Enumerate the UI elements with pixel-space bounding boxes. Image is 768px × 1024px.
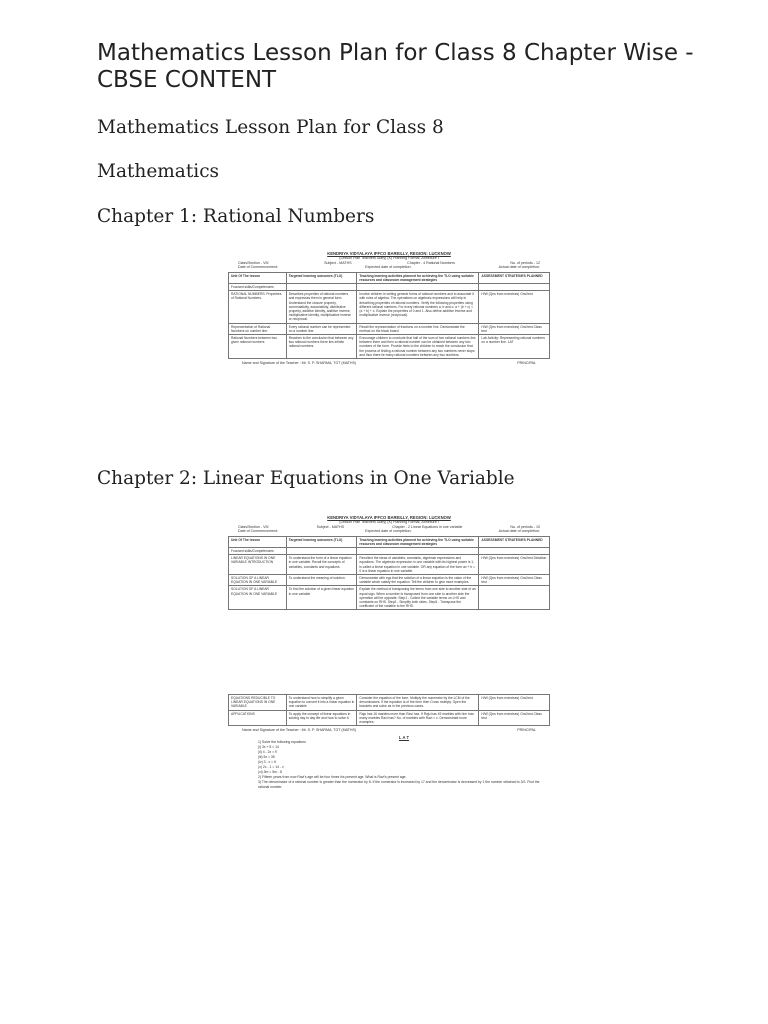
page-title: Mathematics Lesson Plan for Class 8 Chapter Wise - CBSE CONTENT: [97, 40, 694, 93]
doc-footer: [228, 726, 550, 734]
table-cell: H/W (Qns from exercises) Oral test: [479, 695, 550, 711]
doc-commencement: Date of Commencement:: [238, 529, 278, 534]
table-cell: To understand the meaning of solution.: [286, 575, 357, 586]
table-cell: Explain the method of transposing the terms from one side to another side of an equal sign. When a number is transposed from one side to another side the operation will be opposite. Step1 - Collect the variable terms on LHS and constants on RHS. Step2 - Simplify both sides. Step3 - Transpose the coefficient of the variable to the RHS.: [357, 586, 479, 610]
table-row: [229, 284, 550, 291]
table-cell: [286, 548, 357, 555]
lesson-plan-document-chapter-2: [228, 516, 550, 686]
table-row: [229, 555, 550, 575]
table-cell: To understand how to simplify a given equation to convert it into a linear equation in one variable: [286, 695, 357, 711]
lat-item: (i) 3x + 5 = 14: [258, 744, 279, 749]
table-cell: Describes properties of rational numbers and expresses them in general form. Understand the closure property, commutativity, associativity, distributive property, additive identity, additive inverse, multiplicative identity, multiplicative inverse or reciprocal.: [286, 291, 357, 323]
lat-item: (iii) 5x = 35: [258, 754, 275, 759]
lat-item: 2) Fifteen years from now Ravi's age will be four times his present age. What is Ravi's present age.: [258, 774, 407, 779]
heading-subject: Mathematics: [97, 161, 220, 182]
table-row: [229, 586, 550, 610]
table-cell: Focused skills/Competencies: [229, 284, 287, 291]
lat-item: (iv) 3 - x = 6: [258, 759, 276, 764]
table-cell: [479, 548, 550, 555]
doc-subtitle: (Lesson Plan Teachers Diary) (K) Planning Format, Annexure I: [339, 520, 439, 525]
table-cell: Recall the representation of fractions on a number line. Demonstrate the method on the black board.: [357, 323, 479, 334]
table-cell: Representation of Rational Numbers on number line.: [229, 323, 287, 334]
table-cell: Recollect the ideas of variables, constants, algebraic expressions and equations. The algebraic expression in one variable with its highest power is 1, is called a linear equation in one variable. OR any equation of the form ax + b = 0 is a linear equation in one variable.: [357, 555, 479, 575]
table-cell: H/W (Qns from exercises) Oral test Class test: [479, 323, 550, 334]
table-cell: SOLUTION OF A LINEAR EQUATION IN ONE VARIABLE: [229, 575, 287, 586]
table-cell: [286, 284, 357, 291]
table-cell: H/W (Qns from exercises) Oral test Dictation: [479, 555, 550, 575]
table-header-row: [229, 272, 550, 283]
table-cell: H/W (Qns from exercises) Oral test Class test: [479, 575, 550, 586]
table-cell: Consider the equation of the form. Multiply the numerator by the LCM of the denominators. If the equation is of the form then Cross multiply. Open the brackets and solve as in the previous cases.: [357, 695, 479, 711]
doc-table: [228, 536, 550, 611]
table-cell: Encourage children to conclude that half of the sum of two rational numbers lies between them and then a rational number can be obtained between any two numbers of the form. Provide hints to the children to reach the conclusion that the process of finding a rational number between any two numbers never stops and thus there lie many rational numbers between any two numbers.: [357, 335, 479, 359]
table-cell: Involve children in writing general forms of rational numbers and to associate it with rules of algebra. The operations on algebraic expressions will help in describing properties of rational numbers. Verify the following properties using different rational numbers. For every rational numbers a, b and c: a + (b + c) = (a + b) + c. Explain the properties of 0 and 1. Also define additive inverse and multiplicative inverse (reciprocal).: [357, 291, 479, 323]
lesson-plan-document-chapter-2-continued: [228, 694, 550, 880]
doc-teacher-signature: Name and Signature of the Teacher : Mr. S. P. SHARMA, TGT (MATHS): [242, 728, 357, 733]
lat-title: L A T: [398, 734, 410, 740]
table-header-row: [229, 536, 550, 547]
doc-table: [228, 272, 550, 359]
table-cell: Rational Numbers between two given rational numbers: [229, 335, 287, 359]
lesson-plan-document-chapter-1: [228, 252, 550, 448]
table-cell: SOLUTION OF A LINEAR EQUATION IN ONE VARIABLE: [229, 586, 287, 610]
table-cell: EQUATIONS REDUCIBLE TO LINEAR EQUATIONS IN ONE VARIABLE: [229, 695, 287, 711]
lat-item: (v) 2x - 1 = 14 - x: [258, 764, 284, 769]
table-cell: H/W (Qns from exercises) Oral test: [479, 291, 550, 323]
doc-periods: No. of periods - 10: [510, 524, 540, 529]
doc-dates-row: [228, 265, 550, 269]
doc-commencement: Date of Commencement:: [238, 265, 278, 270]
table-header: Unit Of The lesson: [229, 536, 287, 547]
doc-school-title: KENDRIYA VIDYALAYA IFFCO BAREILLY, REGION: LUCKNOW: [327, 516, 451, 520]
table-row: [229, 335, 550, 359]
table-header: Teaching learning activities planned for achieving the TLO using suitable resources and classroom management strategies: [357, 536, 479, 547]
doc-teacher-signature: Name and Signature of the Teacher : Mr. S. P. SHARMA, TGT (MATHS): [242, 361, 357, 366]
table-cell: Lab Activity: Representing rational numbers on a number line. LAT: [479, 335, 550, 359]
heading-chapter-2: Chapter 2: Linear Equations in One Variable: [97, 468, 515, 489]
doc-expected: Expected date of completion:: [365, 265, 412, 270]
doc-chapter: Chapter - 2 Linear Equations in one variable: [392, 524, 463, 529]
table-cell: Raju has 16 marbles more than Ravi has. If Raju has 49 marbles with him how many marbles Ravi has? No. of marbles with Ravi = x. Demonstrate more examples.: [357, 710, 479, 726]
lat-item: (vi) 3m = 5m - 8: [258, 769, 282, 774]
table-row: [229, 695, 550, 711]
table-row: [229, 291, 550, 323]
lat-section: [228, 735, 550, 790]
table-cell: Focused skills/Competencies: [229, 548, 287, 555]
table-cell: APPLICATIONS: [229, 710, 287, 726]
lat-item: (ii) 4 - 2x = 9: [258, 749, 277, 754]
table-header: Teaching learning activities planned for achieving the TLO using suitable resources and classroom management strategies: [357, 272, 479, 283]
doc-class: Class/Section - VIII: [238, 524, 269, 529]
doc-periods: No. of periods - 12: [510, 260, 540, 265]
table-cell: Demonstrate with egs that the solution of a linear equation is the value of the variable which satisfy the equation. Tell the children to give more examples.: [357, 575, 479, 586]
table-row: [229, 548, 550, 555]
doc-school-title: KENDRIYA VIDYALAYA IFFCO BAREILLY, REGION: LUCKNOW: [327, 252, 451, 256]
table-cell: LINEAR EQUATIONS IN ONE VARIABLE INTRODUCTION: [229, 555, 287, 575]
table-header: Unit Of The lesson: [229, 272, 287, 283]
table-cell: Reaches to the conclusion that between any two rational numbers there lies infinite rational numbers.: [286, 335, 357, 359]
heading-lesson-plan: Mathematics Lesson Plan for Class 8: [97, 117, 444, 138]
table-header: ASSESSMENT STRATEGIES PLANNED: [479, 272, 550, 283]
doc-actual: Actual date of completion:: [498, 529, 540, 534]
doc-chapter: Chapter - 4 Rational Numbers: [407, 260, 455, 265]
doc-dates-row: [228, 529, 550, 533]
table-row: [229, 575, 550, 586]
table-header: Targeted learning outcomes (TLO): [286, 536, 357, 547]
table-cell: RATIONAL NUMBERS: Properties of Rational Numbers.: [229, 291, 287, 323]
table-cell: Every rational number can be represented on a number line.: [286, 323, 357, 334]
table-header: ASSESSMENT STRATEGIES PLANNED: [479, 536, 550, 547]
table-cell: [479, 284, 550, 291]
doc-principal: PRINCIPAL: [517, 728, 536, 733]
table-cell: To understand the form of a linear equation in one variable. Recall the concepts of variables, constants and equations: [286, 555, 357, 575]
doc-footer: [228, 359, 550, 367]
heading-chapter-1: Chapter 1: Rational Numbers: [97, 206, 375, 227]
table-cell: To apply the concept of linear equations in solving day to day life and how to solve it.: [286, 710, 357, 726]
doc-table: [228, 694, 550, 726]
table-header: Targeted learning outcomes (TLO): [286, 272, 357, 283]
table-cell: [357, 548, 479, 555]
doc-actual: Actual date of completion:: [498, 265, 540, 270]
table-cell: [479, 586, 550, 610]
doc-subject: Subject - MATHS: [316, 524, 345, 529]
doc-expected: Expected date of completion:: [365, 529, 412, 534]
lat-item: 1) Solve the following equations: [258, 739, 306, 744]
doc-class: Class/Section - VIII: [238, 260, 269, 265]
doc-subject: Subject - MATHS: [324, 260, 352, 265]
table-cell: To find the solution of a given linear equation in one variable: [286, 586, 357, 610]
doc-subtitle: (Lesson Plan Teachers Diary) (K) Planning Format, Annexure I: [339, 256, 439, 261]
table-cell: H/W (Qns from exercises) Oral test Class test: [479, 710, 550, 726]
doc-principal: PRINCIPAL: [517, 361, 536, 366]
table-row: [229, 323, 550, 334]
table-row: [229, 710, 550, 726]
lat-item: 3) The denominator of a rational number is greater than the numerator by 8. If the numerator is increased by 17 and the denominator is decreased by 1 the number obtained is 3/2. Find the rational number.: [258, 779, 540, 789]
table-cell: [357, 284, 479, 291]
